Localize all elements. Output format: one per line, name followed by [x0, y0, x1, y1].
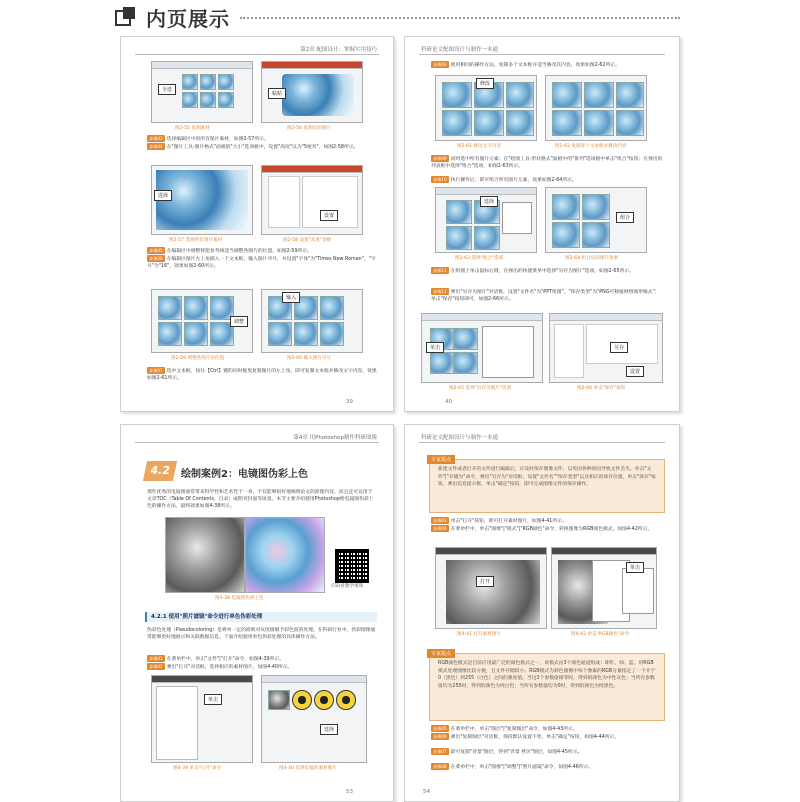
- running-head: 第2章 配图设计：掌握实用技巧: [300, 47, 377, 53]
- figure-caption: 图2-59 调整各图片的位置: [171, 356, 225, 361]
- step-item: 步骤10 执行操作后，即可组合所有图片元素，效果如图2-64所示。: [433, 177, 577, 183]
- step-item: 步骤07 选中文本框，按住【Ctrl】键的同时拖曳复制图片的左上角，即可复制文本框并修改文字内容，效果如图2-61所示。: [147, 368, 377, 381]
- step-item: 步骤12 弹出"另存为图片"对话框，设置"文件名"为"PPT组图"，"保存类型"为"PNG可移植网络图形格式"；单击"保存"按钮即可，如图2-66所示。: [431, 289, 660, 302]
- screenshot-rgb-mode: [551, 547, 657, 629]
- screenshot-file-open: [151, 675, 253, 763]
- callout-group: 组合: [616, 212, 634, 223]
- screenshot-input-number: [261, 289, 363, 353]
- figure-caption: 图4-41 打开素材图片: [457, 632, 502, 637]
- expert-tip-text: RGB颜色模式是目前应用最广泛的颜色模式之一，该模式由3个颜色通道组成：即红、绿、蓝。用RGB模式处理图像比较方便，且文件存储较小。RGB模式为彩色图像中每个像素的RGB分量指定了一个介于0（黑色）到255（白色）之间的强度值。当这3个参数值相等时，得到的颜色为中性灰色；当所有参数值均为255时，得到的颜色为纯白色；当所有参数值均为0时，得到的颜色为纯黑色。: [438, 661, 656, 689]
- step-item: 步骤06 在编辑区图片左上角插入一个文本框，输入图片序号，并设置"字体"为"Times New Roman"，"字号"为"16"，效果如图2-60所示。: [147, 256, 376, 269]
- callout-click: 单击: [626, 562, 644, 573]
- step-item: 步骤01 在菜单栏中，单击"文件"|"打开"命令，如图4-39所示。: [149, 656, 284, 662]
- figure-caption: 图4-42 单击"RGB颜色"命令: [571, 632, 630, 637]
- step-item: 步骤07 即可复制"背景"图层，得到"背景 拷贝"图层，如图4-45所示。: [433, 749, 583, 755]
- running-rule: [419, 54, 665, 55]
- figure-caption: 图4-38 电镜图伪彩上色: [215, 596, 264, 601]
- callout-select-all: 全选: [158, 84, 176, 95]
- screenshot-height-setting: [261, 165, 363, 235]
- step-item: 步骤05 在编辑区中调整智能参考线适当调整各图片的位置，如图2-59所示。: [149, 248, 312, 254]
- callout-modify: 修改: [476, 78, 494, 89]
- step-item: 步骤09 同时选中所有图片元素；在"绘图工具-形状格式"面板中的"排列"选项板中单击"组合"按钮；在弹出的列表框中选择"组合"选项，如图2-63所示。: [431, 156, 663, 169]
- step-item: 步骤04 在"图片工具-图片格式"面板的"大小"选项板中，设置"高度"以为"5厘米"，如图2-58所示。: [149, 144, 359, 150]
- page-39: [120, 36, 394, 412]
- callout-open: 打开: [476, 576, 494, 587]
- figure-caption: 图2-61 修改文字内容: [457, 144, 502, 149]
- figure-caption: 图2-64 组合后的图片效果: [565, 256, 619, 261]
- callout-set: 设置: [320, 210, 338, 221]
- page-number: 53: [346, 789, 353, 795]
- sem-image-gray: [165, 517, 245, 593]
- step-item: 步骤03 选择编辑区中的所有图片素材，如图2-57所示。: [149, 136, 269, 142]
- screenshot-group-option: [435, 187, 537, 253]
- section-number: 4.2: [143, 461, 177, 481]
- step-item: 步骤03 单击"打开"按钮，即可打开素材图片，如图4-41所示。: [433, 518, 567, 524]
- callout-select: 选择: [480, 196, 498, 207]
- section-header: [0, 0, 800, 38]
- screenshot-copy-material: [151, 61, 253, 123]
- header-divider: [240, 17, 680, 19]
- qr-code[interactable]: [335, 549, 369, 583]
- figure-caption: 图4-40 选择电镜的素材图片: [279, 766, 337, 771]
- callout-click: 单击: [204, 694, 222, 705]
- figure-caption: 图2-56 复制后的图片: [287, 126, 332, 131]
- expert-tip-tag: 专家提点: [427, 649, 455, 658]
- screenshot-save-dialog: [549, 313, 663, 383]
- figure-caption: 图2-65 选择"另存为图片"选项: [449, 386, 512, 391]
- callout-set: 设置: [626, 366, 644, 377]
- step-item: 步骤11 在组图上单击鼠标右键，在弹出的快捷菜单中选择"另存为图片"选项，如图2-65所示。: [433, 268, 634, 274]
- header-title: 内页展示: [146, 7, 230, 31]
- figure-caption: 图2-63 选择"组合"选项: [455, 256, 504, 261]
- window-icon: [115, 6, 137, 28]
- screenshot-paste: [261, 61, 363, 123]
- expert-tip-tag: 专家提点: [427, 455, 455, 464]
- figure-caption: 图2-57 选择所有图片素材: [169, 238, 223, 243]
- page-number: 39: [346, 399, 353, 405]
- subsection-heading: 4.2.1 使用"照片滤镜"命令进行单色伪彩处理: [145, 612, 377, 622]
- running-rule: [135, 442, 379, 443]
- running-head: 科研论文配图设计与制作一本通: [421, 435, 499, 441]
- page-number: 40: [445, 399, 452, 405]
- running-head: 第4章 用Photoshop制作科研图像: [293, 435, 377, 441]
- intro-paragraph: 那些优秀的电镜图通常带来科学性和艺术性于一身，不仅能够很好地阐明论文的原理内容，而且还可以用于文章TOC（Table Of Contents，目录）或期刊封面等场景。本节主要介绍使用Photoshop给电镜图伪彩上色的操作方法，最终效果如图4-38所示。: [147, 490, 374, 509]
- callout-saveas: 另存: [610, 342, 628, 353]
- figure-caption: 图2-62 复制多个文本框并修改内容: [555, 144, 627, 149]
- callout-select: 选择: [320, 724, 338, 735]
- callout-adjust: 调整: [230, 316, 248, 327]
- expert-tip-box: [429, 459, 665, 513]
- figure-caption: 图2-60 输入图片序号: [287, 356, 332, 361]
- figure-caption: 图2-58 设置"高度"参数: [283, 238, 332, 243]
- screenshot-select-images: [151, 165, 253, 235]
- screenshot-grouped-result: [545, 187, 647, 253]
- step-item: 步骤04 在菜单栏中，单击"图像"|"模式"|"RGB颜色"命令，转换图像为RGB颜色模式，如图4-42所示。: [433, 526, 653, 532]
- step-item: 步骤05 在菜单栏中，单击"图层"|"复制图层"命令，如图4-43所示。: [433, 726, 578, 732]
- callout-input: 输入: [282, 292, 300, 303]
- expert-tip-box: [429, 653, 665, 721]
- callout-select: 选择: [154, 190, 172, 201]
- figure-caption: 图2-66 单击"保存"按钮: [577, 386, 626, 391]
- page-53: [120, 424, 394, 802]
- screenshot-adjust-position: [151, 289, 253, 353]
- figure-caption: 图4-39 单击"打开"命令: [173, 766, 222, 771]
- step-item: 步骤08 使用相同的操作方法，复制多个文本框并适当修改其内容，效果如图2-62所示。: [433, 62, 620, 68]
- screenshot-multiple-textboxes: [545, 75, 647, 141]
- step-item: 步骤08 在菜单栏中，单击"图像"|"调整"|"照片滤镜"命令，如图4-46所示。: [433, 764, 594, 770]
- screenshot-modify-text: [435, 75, 537, 141]
- subsection-paragraph: 伪彩色处理（Pseudocoloring）是将单一定的准则对灰度级赋予彩色值的处理。在科研行业中，伪彩图像通常能够更好地展示和关联数据信息。下面介绍使用单色伪彩处理的具体操作方法。: [147, 628, 376, 640]
- expert-tip-text: 新建文件或者打开的文件进行编辑后，应及时保存图像文件，以免因各种原因导致文件丢失。单击"文件"|"存储为"命令，弹出"另存为"对话框，设置"文件名""保存类型"以及相应的保存位置，单击"保存"按钮，弹出信息提示框，单击"确定"按钮，即可完成图像文件的保存操作。: [438, 467, 656, 487]
- callout-paste: 粘贴: [268, 88, 286, 99]
- figure-caption: 图2-55 复制素材: [175, 126, 210, 131]
- sem-image-colored: [245, 517, 325, 593]
- screenshot-save-as-image: [421, 313, 543, 383]
- screenshot-opened-image: [435, 547, 547, 629]
- running-rule: [135, 54, 379, 55]
- callout-click: 单击: [426, 342, 444, 353]
- page-54: [404, 424, 680, 802]
- step-item: 步骤06 弹出"复制图层"对话框，保持默认设置不变，单击"确定"按钮，如图4-44所示。: [433, 734, 620, 740]
- screenshot-open-dialog: [261, 675, 367, 763]
- running-rule: [419, 442, 665, 443]
- running-head: 科研论文配图设计与制作一本通: [421, 47, 499, 53]
- section-title: 绘制案例2：电镜图伪彩上色: [181, 469, 308, 480]
- step-item: 步骤02 弹出"打开"对话框，选择相应的素材图片，如图4-40所示。: [149, 664, 293, 670]
- qr-caption: 扫码看教学视频: [331, 584, 364, 589]
- page-40: [404, 36, 680, 412]
- page-number: 54: [423, 789, 430, 795]
